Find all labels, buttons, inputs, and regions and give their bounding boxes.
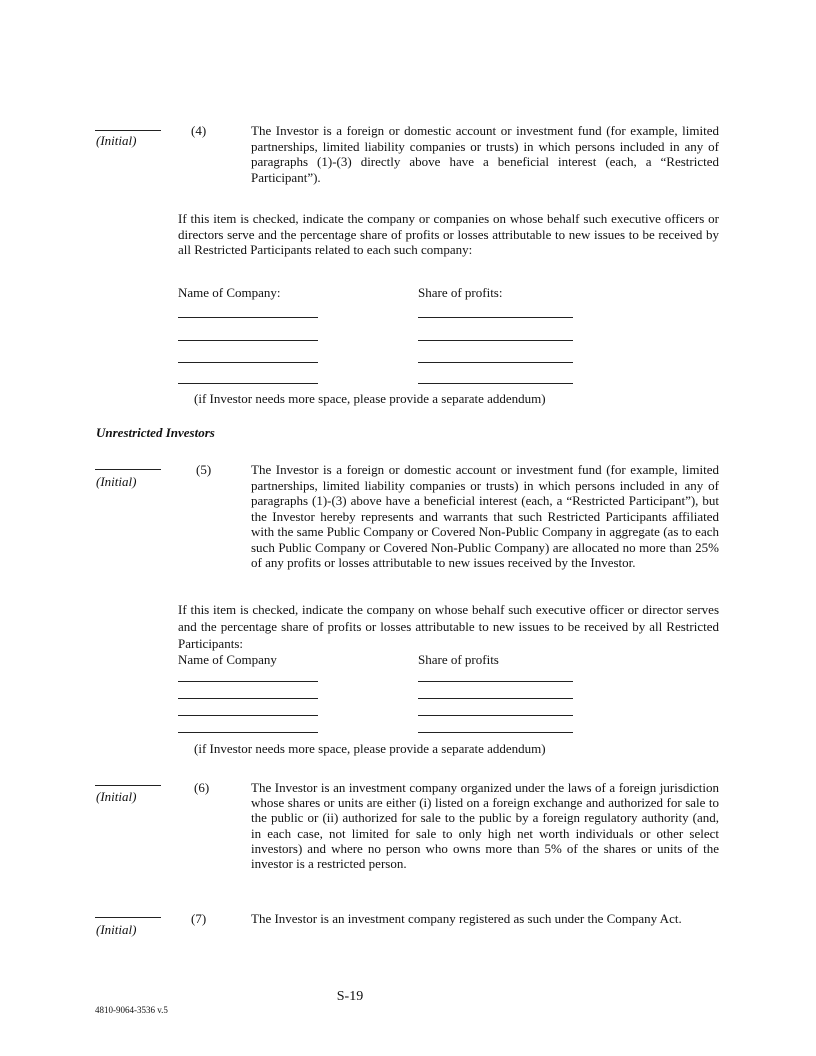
- company-blank-line[interactable]: [178, 362, 318, 363]
- company-blank-line[interactable]: [178, 383, 318, 384]
- item-6-text: The Investor is an investment company organized under the laws of a foreign jurisdiction whose shares or units are either (i) listed on a foreign exchange and authorized for sale to the public or (ii) authorized for sale to the public by a foreign regulatory authority (and, in each case, not limited for sale to only high net worth individuals or other select investors) and where no person who owns more than 5% of the shares or units of the investor is a restricted person.: [251, 780, 719, 872]
- company-blank-line[interactable]: [178, 340, 318, 341]
- company-blank-line[interactable]: [178, 732, 318, 733]
- share-blank-line[interactable]: [418, 681, 573, 682]
- share-blank-line[interactable]: [418, 732, 573, 733]
- share-blank-line[interactable]: [418, 340, 573, 341]
- item-4-checked-instructions: If this item is checked, indicate the company or companies on whose behalf such executive officers or directors serve and the percentage share of profits or losses attributable to new issues to be received by all Restricted Participants related to each such company:: [178, 211, 719, 257]
- share-blank-line[interactable]: [418, 698, 573, 699]
- section-heading-unrestricted-investors: Unrestricted Investors: [96, 425, 215, 440]
- item-5-text: The Investor is a foreign or domestic account or investment fund (for example, limited partnerships, limited liability companies or trusts) in which persons included in any of paragraphs (1)-(3) above have a beneficial interest (each, a “Restricted Participant”), but the Investor hereby represents and warrants that such Restricted Participants affiliated with the same Public Company or Covered Non-Public Company in aggregate (as to each such Public Company or Covered Non-Public Company) are allocated no more than 25% of any profits or losses attributable to new issues received by the Investor.: [251, 462, 719, 570]
- company-column-label-4: Name of Company:: [178, 285, 281, 300]
- company-blank-line[interactable]: [178, 317, 318, 318]
- addendum-note-4: (if Investor needs more space, please provide a separate addendum): [194, 391, 546, 406]
- addendum-note-5: (if Investor needs more space, please provide a separate addendum): [194, 741, 546, 756]
- item-7-text: The Investor is an investment company registered as such under the Company Act.: [251, 911, 682, 926]
- company-column-label-5: Name of Company: [178, 652, 277, 667]
- initial-signature-line-4[interactable]: [95, 130, 161, 131]
- share-column-label-4: Share of profits:: [418, 285, 503, 300]
- initial-label-5: (Initial): [96, 474, 137, 489]
- initial-label-4: (Initial): [96, 133, 137, 148]
- share-blank-line[interactable]: [418, 317, 573, 318]
- page-number: S-19: [336, 989, 364, 1004]
- document-id: 4810-9064-3536 v.5: [95, 1005, 168, 1015]
- initial-signature-line-5[interactable]: [95, 469, 161, 470]
- initial-label-6: (Initial): [96, 789, 137, 804]
- company-blank-line[interactable]: [178, 715, 318, 716]
- item-number-6: (6): [194, 780, 210, 795]
- item-5-checked-instructions: If this item is checked, indicate the company on whose behalf such executive officer or director serves and the percentage share of profits or losses attributable to new issues to be received by all Restricted Participants:: [178, 602, 719, 651]
- share-blank-line[interactable]: [418, 383, 573, 384]
- item-number-7: (7): [191, 911, 207, 926]
- item-number-4: (4): [191, 123, 207, 138]
- initial-signature-line-6[interactable]: [95, 785, 161, 786]
- company-blank-line[interactable]: [178, 698, 318, 699]
- item-number-5: (5): [196, 462, 212, 477]
- initial-label-7: (Initial): [96, 922, 137, 937]
- company-blank-line[interactable]: [178, 681, 318, 682]
- share-column-label-5: Share of profits: [418, 652, 499, 667]
- share-blank-line[interactable]: [418, 715, 573, 716]
- item-4-text: The Investor is a foreign or domestic account or investment fund (for example, limited partnerships, limited liability companies or trusts) in which persons included in any of paragraphs (1)-(3) directly above have a beneficial interest (each, a “Restricted Participant”).: [251, 123, 719, 185]
- share-blank-line[interactable]: [418, 362, 573, 363]
- initial-signature-line-7[interactable]: [95, 917, 161, 918]
